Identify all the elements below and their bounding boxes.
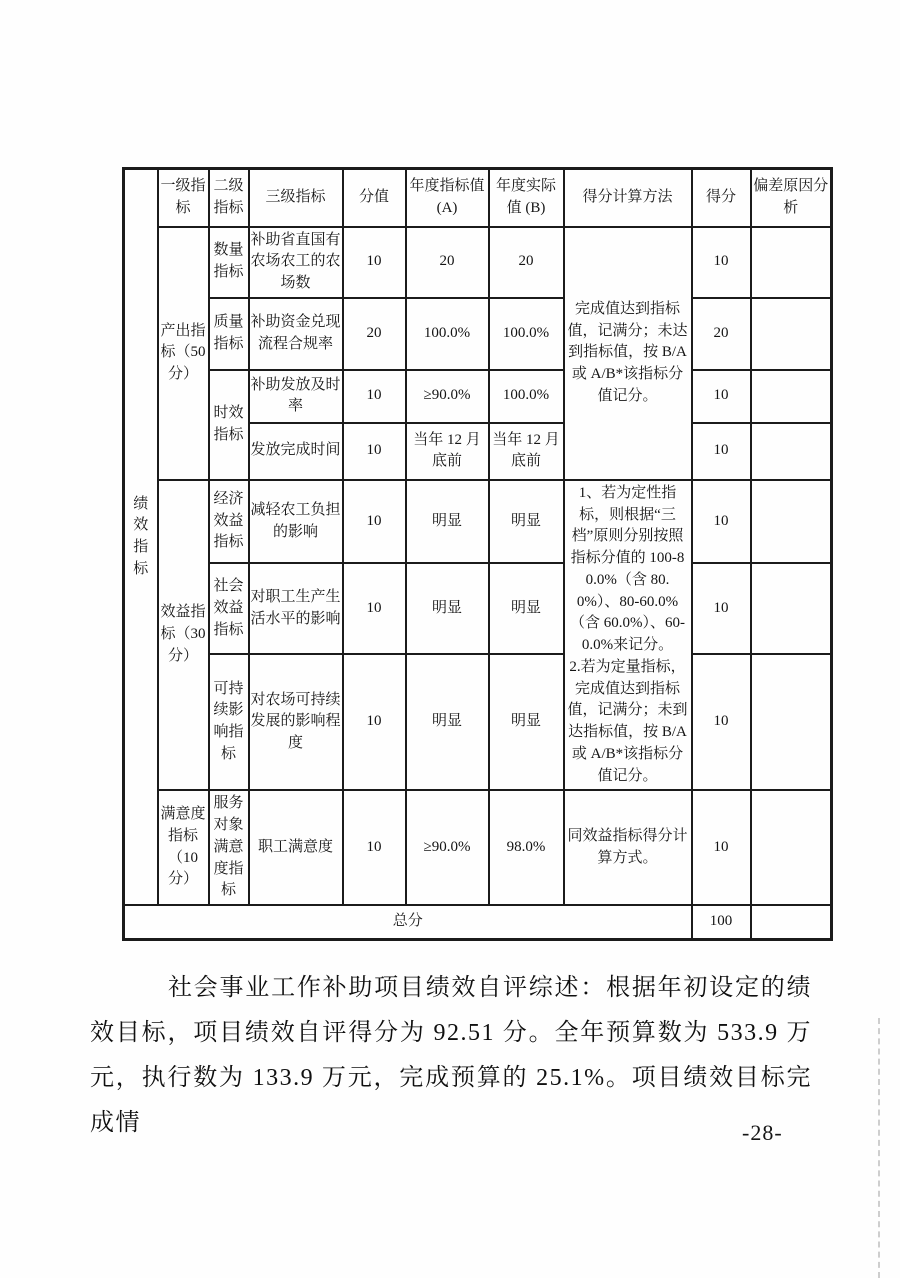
level2-indicator-cell: 质量指标	[209, 298, 249, 370]
score-cell: 10	[692, 370, 751, 423]
method-satisfaction-text: 同效益指标得分计算方式。	[567, 827, 688, 866]
header-level1: 一级指标	[158, 169, 209, 227]
table-row	[124, 790, 832, 905]
target-value-cell: 100.0%	[406, 298, 489, 370]
table-row	[124, 370, 832, 423]
deviation-cell	[751, 563, 832, 654]
actual-value-cell: 100.0%	[489, 298, 564, 370]
page-fold-dashed-line	[878, 1018, 880, 1278]
level3-indicator-cell: 减轻农工负担的影响	[249, 480, 343, 564]
target-value-cell: ≥90.0%	[406, 790, 489, 905]
level1-output-cell: 产出指标（50分）	[158, 227, 209, 480]
level1-benefit-cell: 效益指标（30分）	[158, 480, 209, 791]
level2-indicator-cell: 服务对象满意度指标	[209, 790, 249, 905]
score-cell: 10	[692, 423, 751, 480]
table-header-row	[124, 169, 832, 227]
score-cell: 20	[692, 298, 751, 370]
points-cell: 10	[343, 563, 406, 654]
level2-indicator-cell: 经济效益指标	[209, 480, 249, 564]
header-level2: 二级指标	[209, 169, 249, 227]
table-row	[124, 227, 832, 298]
header-points: 分值	[343, 169, 406, 227]
method-benefit-text-1: 1、若为定性指标，则根据“三档”原则分别按照指标分值的 100-80.0%（含 80.0%）、80-60.0%（含 60.0%）、60-0.0%来记分。	[570, 484, 685, 653]
points-cell: 20	[343, 298, 406, 370]
target-value-cell: 明显	[406, 654, 489, 790]
score-cell: 10	[692, 654, 751, 790]
total-row	[124, 905, 832, 939]
points-cell: 10	[343, 654, 406, 790]
table-row	[124, 563, 832, 654]
self-evaluation-summary: 社会事业工作补助项目绩效自评综述：根据年初设定的绩效目标，项目绩效自评得分为 92.51 分。全年预算数为 533.9 万元，执行数为 133.9 万元，完成预算的 25.1%。项目绩效目标完成情	[90, 975, 812, 1136]
header-method: 得分计算方法	[564, 169, 692, 227]
level3-indicator-cell: 对农场可持续发展的影响程度	[249, 654, 343, 790]
score-cell: 10	[692, 563, 751, 654]
header-deviation: 偏差原因分析	[751, 169, 832, 227]
points-cell: 10	[343, 370, 406, 423]
table-row	[124, 654, 832, 790]
deviation-cell	[751, 790, 832, 905]
score-cell: 10	[692, 790, 751, 905]
target-value-cell: ≥90.0%	[406, 370, 489, 423]
method-output-text: 完成值达到指标值，记满分；未达到指标值，按 B/A 或 A/B*该指标分值记分。	[567, 300, 688, 404]
deviation-cell	[751, 905, 832, 939]
score-cell: 10	[692, 480, 751, 564]
page-number: -28-	[742, 1120, 783, 1145]
method-satisfaction-cell	[564, 790, 692, 905]
level3-indicator-cell: 对职工生产生活水平的影响	[249, 563, 343, 654]
actual-value-cell: 当年 12 月底前	[489, 423, 564, 480]
deviation-cell	[751, 370, 832, 423]
header-score: 得分	[692, 169, 751, 227]
actual-value-cell: 明显	[489, 563, 564, 654]
deviation-cell	[751, 654, 832, 790]
total-score-cell: 100	[692, 905, 751, 939]
actual-value-cell: 明显	[489, 480, 564, 564]
target-value-cell: 明显	[406, 480, 489, 564]
total-label-cell: 总分	[124, 905, 692, 939]
level2-indicator-cell: 时效指标	[209, 370, 249, 480]
points-cell: 10	[343, 227, 406, 298]
target-value-cell: 当年 12 月底前	[406, 423, 489, 480]
target-value-cell: 20	[406, 227, 489, 298]
table-row	[124, 298, 832, 370]
header-level3: 三级指标	[249, 169, 343, 227]
target-value-cell: 明显	[406, 563, 489, 654]
method-output-cell	[564, 227, 692, 480]
points-cell: 10	[343, 423, 406, 480]
level3-indicator-cell: 补助发放及时率	[249, 370, 343, 423]
actual-value-cell: 100.0%	[489, 370, 564, 423]
method-benefit-cell	[564, 480, 692, 791]
actual-value-cell: 明显	[489, 654, 564, 790]
score-cell: 10	[692, 227, 751, 298]
points-cell: 10	[343, 790, 406, 905]
level2-indicator-cell: 数量指标	[209, 227, 249, 298]
header-target: 年度指标值(A)	[406, 169, 489, 227]
level2-indicator-cell: 社会效益指标	[209, 563, 249, 654]
header-actual: 年度实际值 (B)	[489, 169, 564, 227]
level2-indicator-cell: 可持续影响指标	[209, 654, 249, 790]
level3-indicator-cell: 补助资金兑现流程合规率	[249, 298, 343, 370]
actual-value-cell: 98.0%	[489, 790, 564, 905]
root-indicator-cell: 绩效指标	[124, 169, 158, 906]
level3-indicator-cell: 补助省直国有农场农工的农场数	[249, 227, 343, 298]
performance-indicator-table	[122, 167, 833, 941]
points-cell: 10	[343, 480, 406, 564]
deviation-cell	[751, 480, 832, 564]
deviation-cell	[751, 227, 832, 298]
level3-indicator-cell: 职工满意度	[249, 790, 343, 905]
actual-value-cell: 20	[489, 227, 564, 298]
table-row	[124, 480, 832, 564]
deviation-cell	[751, 423, 832, 480]
deviation-cell	[751, 298, 832, 370]
method-benefit-text-2: 2.若为定量指标，完成值达到指标值，记满分；未到达指标值，按 B/A 或 A/B*该指标分值记分。	[567, 658, 688, 784]
level3-indicator-cell: 发放完成时间	[249, 423, 343, 480]
level1-satisfaction-cell: 满意度指标（10分）	[158, 790, 209, 905]
